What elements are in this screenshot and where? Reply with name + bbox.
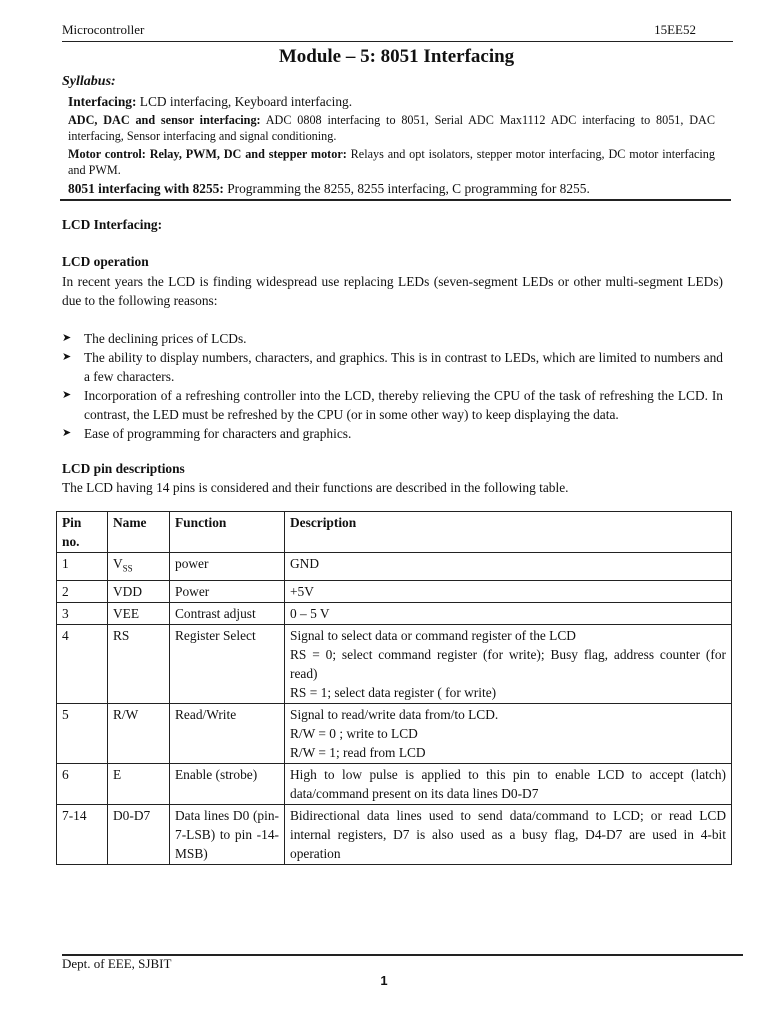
cell-description [285, 602, 732, 624]
list-item [62, 329, 723, 348]
pin-table-body [57, 553, 732, 865]
column-header-description: Description [285, 512, 732, 553]
header-rule [62, 41, 733, 42]
table-row [57, 580, 732, 602]
syllabus-item-text: ADC 0808 interfacing to 8051, Serial ADC Max1112 ADC interfacing to 8051, DAC interfacing, Sensor interfacing and signal conditioning. [68, 113, 715, 143]
list-item [62, 386, 723, 424]
cell-description [285, 553, 732, 581]
cell-name [108, 624, 170, 703]
cell-name [108, 703, 170, 763]
lcd-pin-table [56, 511, 732, 865]
cell-function: Enable (strobe) [170, 763, 285, 804]
pin-name: D0-D7 [113, 807, 151, 823]
syllabus-item-8255 [68, 181, 715, 197]
arrow-bullet-icon: ➤ [62, 389, 72, 401]
description-line: Bidirectional data lines used to send data/command to LCD; or read LCD internal registers, D7 is also used as a busy flag, D4-D7 are used in 4-bit operation [290, 807, 726, 861]
syllabus-heading: Syllabus: [62, 74, 116, 89]
table-row [57, 602, 732, 624]
description-line: High to low pulse is applied to this pin to enable LCD to accept (latch) data/command present on its data lines D0-D7 [290, 766, 726, 801]
table-row [57, 553, 732, 581]
cell-function: Power [170, 580, 285, 602]
syllabus-item-text: LCD interfacing, Keyboard interfacing. [136, 94, 353, 109]
syllabus-item-text: Programming the 8255, 8255 interfacing, C programming for 8255. [223, 181, 590, 196]
footer-department: Dept. of EEE, SJBIT [62, 956, 172, 971]
pin-name: VEE [113, 605, 140, 621]
cell-function: power [170, 553, 285, 581]
cell-function: Data lines D0 (pin-7-LSB) to pin -14-MSB) [170, 804, 285, 864]
list-item-text: Incorporation of a refreshing controller into the LCD, thereby relieving the CPU of the task of refreshing the LCD. In contrast, the LED must be refreshed by the CPU (or in some other way) to keep displaying the data. [84, 388, 723, 422]
pin-name: R/W [113, 706, 139, 722]
table-row [57, 624, 732, 703]
column-header-name: Name [108, 512, 170, 553]
cell-name [108, 602, 170, 624]
cell-name [108, 804, 170, 864]
syllabus-item-label: ADC, DAC and sensor interfacing: [68, 113, 261, 127]
cell-pin: 3 [57, 602, 108, 624]
description-line: R/W = 0 ; write to LCD [290, 725, 418, 741]
pin-name: V [113, 556, 123, 571]
cell-function: Contrast adjust [170, 602, 285, 624]
cell-name [108, 763, 170, 804]
arrow-bullet-icon: ➤ [62, 332, 72, 344]
pin-name-subscript: SS [122, 563, 133, 574]
header-course: Microcontroller [62, 22, 145, 37]
cell-description [285, 804, 732, 864]
page-header [62, 22, 696, 40]
lcd-operation-paragraph: In recent years the LCD is finding widespread use replacing LEDs (seven-segment LEDs or other multi-segment LEDs) due to the following reasons: [62, 274, 723, 308]
cell-pin: 7-14 [57, 804, 108, 864]
table-row [57, 763, 732, 804]
arrow-bullet-icon: ➤ [62, 351, 72, 363]
column-header-pin: Pin no. [57, 512, 108, 553]
cell-name [108, 553, 170, 581]
syllabus-item-text: Relays and opt isolators, stepper motor interfacing, DC motor interfacing and PWM. [68, 147, 715, 177]
syllabus-item-adc-dac [68, 112, 715, 144]
syllabus-item-label: Interfacing: [68, 94, 137, 109]
list-item [62, 424, 723, 443]
description-line: 0 – 5 V [290, 605, 330, 621]
list-item-text: The declining prices of LCDs. [84, 331, 247, 346]
cell-pin: 1 [57, 553, 108, 581]
table-header-row [57, 512, 732, 553]
column-header-function: Function [170, 512, 285, 553]
cell-name [108, 580, 170, 602]
cell-function: Read/Write [170, 703, 285, 763]
cell-pin: 5 [57, 703, 108, 763]
subheading-lcd-pin-descriptions: LCD pin descriptions [62, 461, 185, 476]
page-number: 1 [380, 973, 388, 988]
section-heading-lcd-interfacing: LCD Interfacing: [62, 217, 163, 232]
cell-pin: 4 [57, 624, 108, 703]
header-code: 15EE52 [654, 22, 696, 37]
syllabus-item-interfacing [68, 94, 715, 110]
pin-name: VDD [113, 583, 143, 599]
subheading-lcd-operation: LCD operation [62, 254, 149, 269]
description-line: Signal to read/write data from/to LCD. [290, 706, 499, 722]
cell-description [285, 703, 732, 763]
syllabus-item-label: 8051 interfacing with 8255: [68, 181, 224, 196]
pin-name: E [113, 766, 122, 782]
syllabus-item-label: Motor control: Relay, PWM, DC and stepper motor: [68, 147, 347, 161]
list-item [62, 348, 723, 386]
description-line: RS = 1; select data register ( for write) [290, 684, 497, 700]
description-line: Signal to select data or command register of the LCD [290, 627, 576, 643]
list-item-text: Ease of programming for characters and graphics. [84, 426, 352, 441]
cell-pin: 6 [57, 763, 108, 804]
syllabus-rule [60, 199, 731, 201]
cell-description [285, 624, 732, 703]
description-line: RS = 0; select command register (for write); Busy flag, address counter (for read) [290, 646, 726, 681]
cell-description [285, 580, 732, 602]
table-row [57, 804, 732, 864]
table-row [57, 703, 732, 763]
cell-description [285, 763, 732, 804]
description-line: +5V [290, 583, 314, 599]
cell-pin: 2 [57, 580, 108, 602]
description-line: GND [290, 556, 320, 571]
cell-function: Register Select [170, 624, 285, 703]
reasons-list [62, 329, 723, 443]
syllabus-item-motor-control [68, 146, 715, 178]
description-line: R/W = 1; read from LCD [290, 744, 426, 760]
arrow-bullet-icon: ➤ [62, 427, 72, 439]
list-item-text: The ability to display numbers, characters, and graphics. This is in contrast to LEDs, which are limited to numbers and a few characters. [84, 350, 723, 384]
pin-table-intro: The LCD having 14 pins is considered and their functions are described in the following table. [62, 480, 569, 495]
page-title: Module – 5: 8051 Interfacing [278, 46, 515, 67]
pin-name: RS [113, 627, 130, 643]
